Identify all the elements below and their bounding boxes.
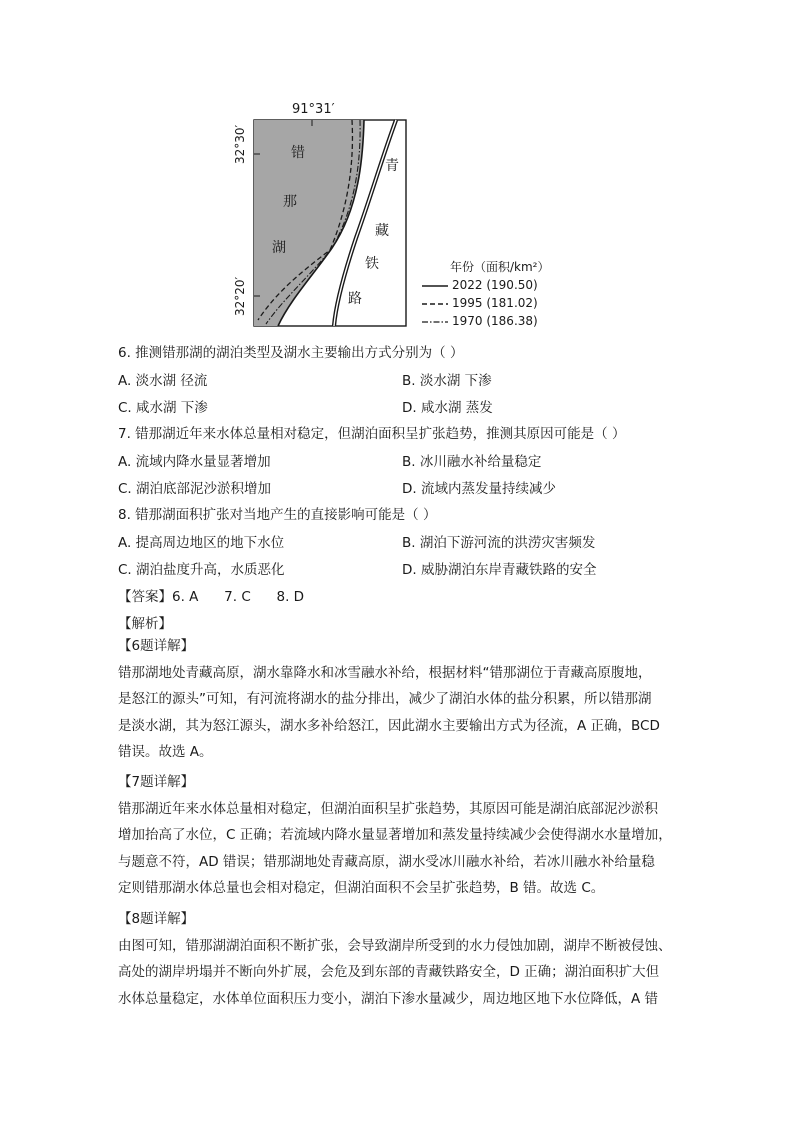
- detail-heading: 【7题详解】: [118, 774, 195, 790]
- question-8-option-c: C. 湖泊盐度升高，水质恶化: [118, 562, 285, 578]
- detail-line: 与题意不符，AD 错误；错那湖地处青藏高原，湖水受冰川融水补给，若冰川融水补给量稳: [118, 853, 655, 870]
- answer-values: 6. A 7. C 8. D: [172, 589, 305, 605]
- question-7-option-b: B. 冰川融水补给量稳定: [402, 454, 542, 470]
- question-8-option-d: D. 威胁湖泊东岸青藏铁路的安全: [402, 562, 597, 578]
- latitude-label-bottom: 32°20′: [233, 276, 247, 316]
- detail-line: 定则错那湖水体总量也会相对稳定，但湖泊面积不会呈扩张趋势，B 错。故选 C。: [118, 880, 605, 897]
- answer-label: 【答案】: [118, 589, 172, 605]
- detail-line: 由图可知，错那湖湖泊面积不断扩张，会导致湖岸所受到的水力侵蚀加剧，湖岸不断被侵蚀、: [118, 937, 672, 954]
- question-8-option-b: B. 湖泊下游河流的洪涝灾害频发: [402, 535, 596, 551]
- question-6-option-d: D. 咸水湖 蒸发: [402, 400, 493, 416]
- legend-label: 1995 (181.02): [452, 296, 538, 310]
- question-6-option-b: B. 淡水湖 下渗: [402, 373, 492, 389]
- lake-name-char: 那: [283, 194, 297, 210]
- longitude-label: 91°31′: [292, 102, 335, 117]
- detail-line: 增加抬高了水位，C 正确；若流域内降水量显著增加和蒸发量持续减少会使得湖水水量增加，: [118, 827, 672, 844]
- question-6-option-a: A. 淡水湖 径流: [118, 373, 208, 389]
- detail-heading: 【8题详解】: [118, 911, 195, 927]
- legend-label: 1970 (186.38): [452, 314, 538, 328]
- detail-line: 高处的湖岸坍塌并不断向外扩展，会危及到东部的青藏铁路安全，D 正确；湖泊面积扩大但: [118, 964, 660, 981]
- detail-line: 水体总量稳定，水体单位面积压力变小，湖泊下渗水量减少，周边地区地下水位降低，A 错: [118, 990, 659, 1007]
- question-7-option-c: C. 湖泊底部泥沙淤积增加: [118, 481, 272, 497]
- analysis-label: 【解析】: [118, 616, 172, 632]
- detail-line: 错那湖近年来水体总量相对稳定，但湖泊面积呈扩张趋势，其原因可能是湖泊底部泥沙淤积: [118, 800, 658, 817]
- detail-6: [118, 633, 678, 766]
- detail-8: [118, 906, 678, 1012]
- detail-line: 是淡水湖，其为怒江源头，湖水多补给怒江，因此湖水主要输出方式为径流，A 正确，BCD: [118, 717, 660, 734]
- question-6-option-c: C. 咸水湖 下渗: [118, 400, 208, 416]
- detail-line: 是怒江的源头”可知，有河流将湖水的盐分排出，减少了湖泊水体的盐分积累，所以错那湖: [118, 691, 652, 708]
- lake-map-figure: [232, 98, 572, 330]
- lake-name-char: 错: [291, 145, 305, 161]
- lake-name-char: 湖: [272, 240, 286, 256]
- detail-line: 错那湖地处青藏高原，湖水靠降水和冰雪融水补给，根据材料“错那湖位于青藏高原腹地，: [118, 664, 652, 681]
- railway-name-char: 铁: [365, 256, 379, 272]
- railway-name-char: 路: [348, 291, 362, 307]
- railway-name-char: 藏: [375, 223, 389, 239]
- question-8-option-a: A. 提高周边地区的地下水位: [118, 535, 285, 551]
- question-7-option-a: A. 流域内降水量显著增加: [118, 454, 271, 470]
- question-7-stem: 7. 错那湖近年来水体总量相对稳定，但湖泊面积呈扩张趋势，推测其原因可能是（ ）: [118, 426, 626, 442]
- answer-line: [118, 585, 304, 605]
- legend-title: 年份（面积/km²）: [450, 260, 550, 274]
- question-7-option-d: D. 流域内蒸发量持续减少: [402, 481, 556, 497]
- legend-label: 2022 (190.50): [452, 278, 538, 292]
- question-8-stem: 8. 错那湖面积扩张对当地产生的直接影响可能是（ ）: [118, 507, 437, 523]
- detail-line: 错误。故选 A。: [118, 744, 213, 761]
- detail-7: [118, 769, 678, 902]
- question-6-stem: 6. 推测错那湖的湖泊类型及湖水主要输出方式分别为（ ）: [118, 345, 464, 361]
- latitude-label-top: 32°30′: [233, 124, 247, 164]
- detail-heading: 【6题详解】: [118, 638, 195, 654]
- railway-name-char: 青: [385, 158, 399, 174]
